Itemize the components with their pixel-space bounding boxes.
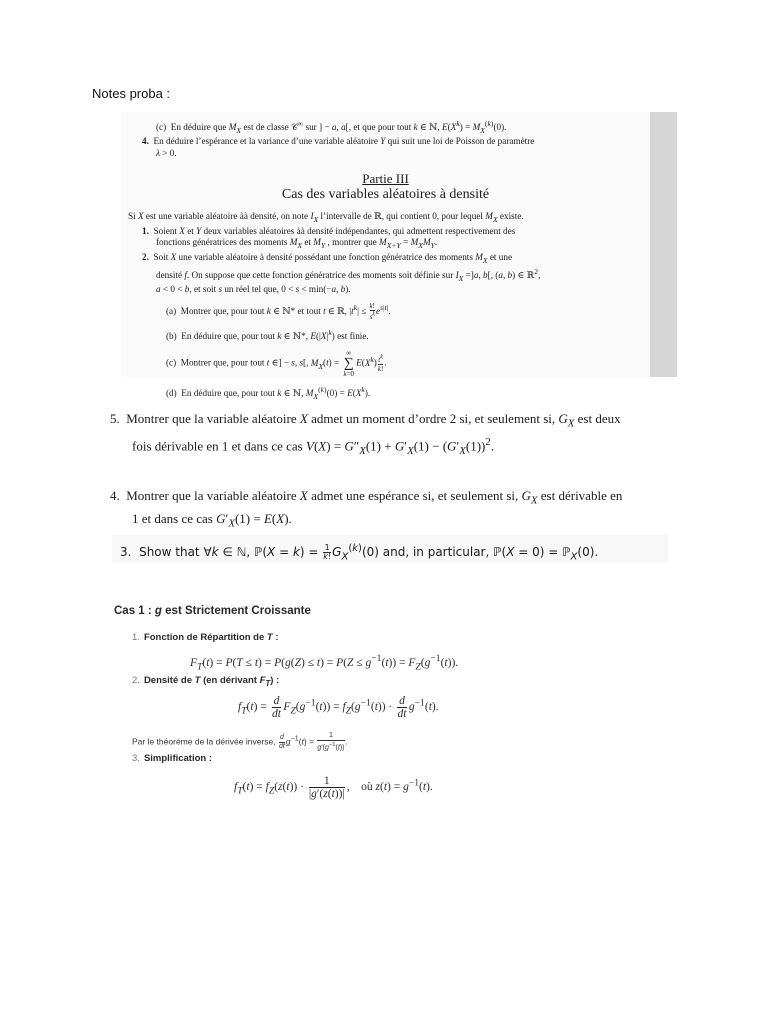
image-side-strip	[650, 112, 677, 377]
case-title: Cas 1 : g est Strictement Croissante	[114, 605, 311, 617]
formula-simplified: $f_T(t) = f_Z(z(t))$ · $\frac{1}{|g'(z(t))|}$ , où $z(t) = g^{-1}(t)$.	[234, 775, 433, 800]
excerpt-content	[128, 118, 643, 402]
case-1-image	[110, 595, 668, 825]
step-1-heading: 1. Fonction de Répartition de T :	[132, 632, 279, 643]
exam-excerpt-image	[122, 112, 677, 401]
item-2b: (b) En déduire que, pour tout k ∈ ℕ*, $E(|X|^k)$ est finie.	[166, 328, 369, 342]
item-c-line: (c) En déduire que $M_X$ est de classe 𝒞∞ sur ] − a, a[, et que pour tout k ∈ ℕ, $E(X^k) = M_X^{(k)}(0)$.	[156, 119, 507, 135]
item-2-line: 2. Soit X une variable aléatoire à densité possédant une fonction génératrice des moments $M_X$ et une	[142, 251, 513, 265]
item-2-cont2: a < 0 < b, et soit s un réel tel que, 0 < s < min(−a, b).	[156, 284, 351, 295]
formula-cdf: $F_T(t) = P(T \le t) = P(g(Z) \le t) = P(Z \le g^{-1}(t)) = F_Z(g^{-1}(t))$.	[190, 653, 459, 673]
q4-line1: 4. Montrer que la variable aléatoire X admet une espérance si, et seulement si, $G_X$ est dérivable en	[110, 488, 623, 507]
partie-heading: Partie III	[362, 171, 409, 187]
page-title: Notes proba :	[92, 86, 171, 101]
formula-density: $f_T(t)$ = $\frac{d}{dt}$ $F_Z(g^{-1}(t)) = f_Z(g^{-1}(t))$ · $\frac{d}{dt}$ $g^{-1}(t)$.	[238, 695, 439, 720]
q5-line2: fois dérivable en 1 et dans ce cas $V(X) = G''_X(1) + G'_X(1) - (G'_X(1))^2$.	[132, 435, 495, 457]
item-1-line: 1. Soient X et Y deux variables aléatoires àà densité indépendantes, qui admettent respectivement des	[142, 225, 516, 236]
q3-line: 3. Show that ∀k ∈ ℕ, ℙ(X = k) = $\frac{1}{k!}$ $G_X^{(k)}(0)$ and, in particular, ℙ(X = 0) = ℙ$_X$(0).	[120, 543, 599, 563]
q5-line1: 5. Montrer que la variable aléatoire X admet un moment d’ordre 2 si, et seulement si, $G_X$ est deux	[110, 411, 621, 430]
item-2a: (a) Montrer que, pour tout k ∈ ℕ* et tout t ∈ ℝ, $|t^k|$ ≤ $\frac{k!}{s^k}$ $e^{s|t|}$.	[166, 302, 391, 322]
item-4-cont: λ > 0.	[156, 147, 177, 158]
section-heading: Cas des variables aléatoires à densité	[281, 187, 490, 203]
item-4-line: 4. En déduire l’espérance et la variance d’une variable aléatoire Y qui suit une loi de Poisson de paramètre	[142, 136, 535, 147]
q4-line2: 1 et dans ce cas $G'_X(1) = E(X)$.	[132, 510, 292, 530]
step-3-heading: 3. Simplification :	[132, 753, 213, 764]
item-2d: (d) En déduire que, pour tout k ∈ ℕ, $M_X^{(k)}(0) = E(X^k)$.	[166, 384, 371, 401]
question-3-image	[112, 535, 668, 563]
item-2-cont1: densité f. On suppose que cette fonction génératrice des moments soit définie sur $I_X =]a$, b[, (a, b) ∈ ℝ$^2$,	[156, 266, 541, 283]
item-1-cont: fonctions génératrices des moments $M_X$ et $M_Y$ , montrer que $M_{X+Y} = M_XM_Y$.	[156, 237, 438, 251]
step-2-heading: 2. Densité de T (en dérivant $F_T$) :	[132, 675, 280, 688]
question-4-image	[110, 487, 670, 532]
question-5-image	[110, 410, 670, 460]
intro-line: Si X est une variable aléatoire àà densité, on note $I_X$ l’intervalle de ℝ, qui contient 0, pour lequel $M_X$ existe.	[128, 211, 524, 225]
inverse-derivative-note: Par le théorème de la dérivée inverse, $\frac{d}{dt}$ $g^{-1}(t)$ = $\frac{1}{g'(g^{-1}(t))}$ .	[132, 732, 348, 752]
item-2c: (c) Montrer que, pour tout t ∈] − s, s[, $M_X(t)$ = ∞ ∑ $k=0E(X^k)$ $\frac{t^k}{k!}$ .	[166, 348, 387, 378]
